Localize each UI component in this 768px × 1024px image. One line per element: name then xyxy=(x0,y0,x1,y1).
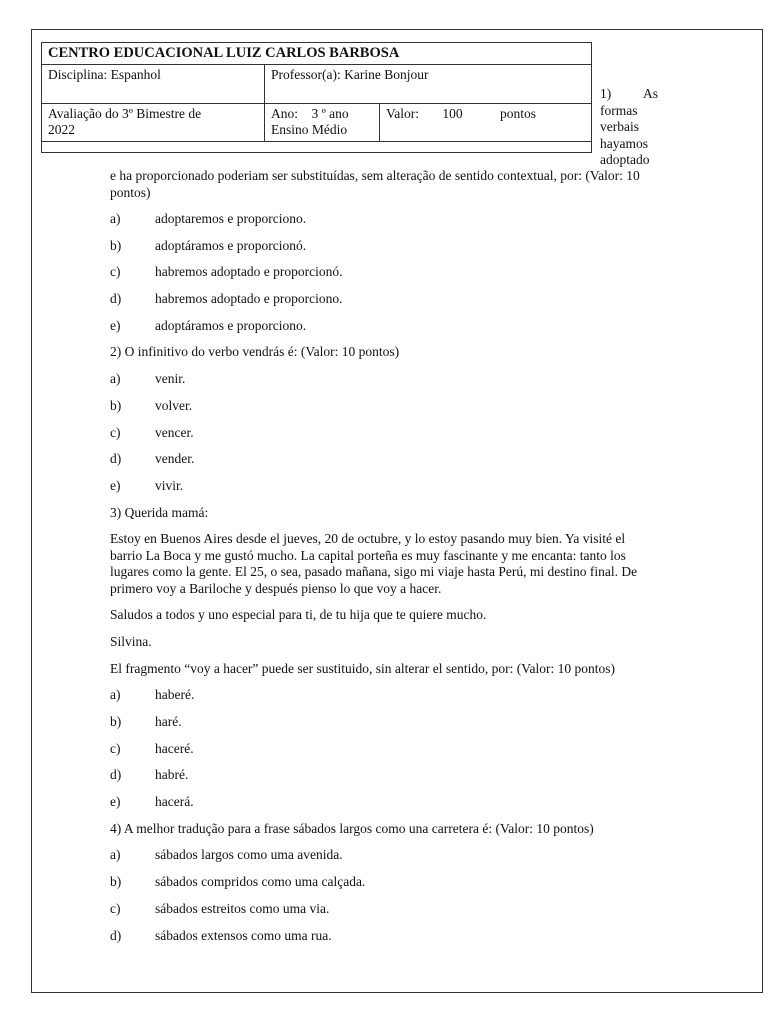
question-3-greeting: 3) Querida mamá: xyxy=(110,504,209,520)
answer-option xyxy=(110,264,660,280)
option-letter: c) xyxy=(110,740,121,756)
answer-option xyxy=(110,318,660,334)
answer-option xyxy=(110,371,660,387)
option-letter: b) xyxy=(110,397,122,413)
option-letter: d) xyxy=(110,291,122,307)
answer-option xyxy=(110,874,660,890)
value-unit: pontos xyxy=(500,106,537,121)
option-letter: d) xyxy=(110,451,122,467)
option-letter: d) xyxy=(110,927,122,943)
answer-option xyxy=(110,714,660,730)
question-1-intro-line: verbais xyxy=(600,119,639,134)
year-cell xyxy=(265,104,380,142)
option-text: haceré. xyxy=(155,740,194,756)
option-letter: c) xyxy=(110,424,121,440)
question-1-text: e ha proporcionado poderiam ser substituídas, sem alteração de sentido contextual, por: (Valor: 10 pontos) xyxy=(110,168,640,200)
option-text: vivir. xyxy=(155,477,184,493)
teacher-cell xyxy=(265,65,592,104)
option-letter: a) xyxy=(110,371,121,387)
evaluation-line1: Avaliação do 3º Bimestre de xyxy=(48,106,202,121)
question-2-text: 2) O infinitivo do verbo vendrás é: (Valor: 10 pontos) xyxy=(110,344,400,360)
evaluation-cell xyxy=(42,104,265,142)
option-text: adoptáramos e proporcionó. xyxy=(155,237,307,253)
answer-option xyxy=(110,291,660,307)
exam-content xyxy=(110,168,660,954)
option-text: sábados estreitos como uma via. xyxy=(155,900,330,916)
evaluation-line2: 2022 xyxy=(48,122,75,137)
answer-option xyxy=(110,741,660,757)
option-text: sábados extensos como uma rua. xyxy=(155,927,332,943)
option-text: haberé. xyxy=(155,687,195,703)
option-text: sábados largos como uma avenida. xyxy=(155,847,343,863)
question-3-closing: Saludos a todos y uno especial para ti, de tu hija que te quiere mucho. xyxy=(110,607,487,623)
answer-option xyxy=(110,451,660,467)
answer-option xyxy=(110,847,660,863)
answer-option xyxy=(110,478,660,494)
year-line1: Ano: 3 º ano xyxy=(271,106,349,121)
school-name: CENTRO EDUCACIONAL LUIZ CARLOS BARBOSA xyxy=(48,45,400,61)
option-text: volver. xyxy=(155,397,193,413)
option-text: adoptáramos e proporciono. xyxy=(155,317,307,333)
answer-option xyxy=(110,687,660,703)
value-label: Valor: xyxy=(386,106,419,121)
option-letter: b) xyxy=(110,874,122,890)
value-number: 100 xyxy=(442,106,463,121)
teacher-label: Professor(a): Karine Bonjour xyxy=(271,67,429,82)
option-letter: d) xyxy=(110,767,122,783)
option-text: adoptaremos e proporciono. xyxy=(155,211,307,226)
option-text: vender. xyxy=(155,451,195,467)
option-letter: e) xyxy=(110,317,121,333)
option-letter: c) xyxy=(110,264,121,280)
option-text: habremos adoptado e proporciono. xyxy=(155,291,343,307)
option-letter: b) xyxy=(110,714,122,729)
discipline-label: Disciplina: Espanhol xyxy=(48,67,161,82)
answer-option xyxy=(110,211,660,227)
answer-option xyxy=(110,238,660,254)
question-1-intro-line: formas xyxy=(600,102,638,118)
discipline-cell xyxy=(42,65,265,104)
question-1-number: 1) xyxy=(600,86,612,101)
option-letter: e) xyxy=(110,477,121,493)
option-text: sábados compridos como uma calçada. xyxy=(155,874,366,890)
option-letter: e) xyxy=(110,794,121,810)
school-name-cell xyxy=(42,43,592,65)
option-text: venir. xyxy=(155,371,186,387)
answer-option xyxy=(110,425,660,441)
option-letter: a) xyxy=(110,847,121,863)
answer-option xyxy=(110,794,660,810)
option-letter: c) xyxy=(110,900,121,916)
question-4-text: 4) A melhor tradução para a frase sábados largos como una carretera é: (Valor: 10 pontos) xyxy=(110,820,594,836)
answer-option xyxy=(110,928,660,944)
value-cell xyxy=(380,104,592,142)
option-text: habré. xyxy=(155,767,189,783)
question-1-intro-line: adoptado xyxy=(600,152,650,167)
option-text: hacerá. xyxy=(155,794,194,810)
option-letter: a) xyxy=(110,687,121,703)
header-table xyxy=(41,42,592,153)
answer-option xyxy=(110,901,660,917)
year-line2: Ensino Médio xyxy=(271,122,348,137)
option-text: haré. xyxy=(155,714,182,729)
option-letter: b) xyxy=(110,237,122,253)
option-letter: a) xyxy=(110,211,121,226)
question-3-letter-body: Estoy en Buenos Aires desde el jueves, 20 de octubre, y lo estoy pasando muy bien. Ya visité el barrio La Boca y me gustó mucho. La capital porteña es muy fascinante y me encanta: tanto los lugares como la gente. El 25, o sea, pasado mañana, sigo mi viaje hasta Perú, mi destino final. De primero voy a Bariloche y después pienso lo que voy a hacer. xyxy=(110,531,638,596)
question-1-intro xyxy=(600,86,658,169)
question-3-text: El fragmento “voy a hacer” puede ser sustituido, sin alterar el sentido, por: (Valor: 10 pontos) xyxy=(110,660,615,676)
answer-option xyxy=(110,398,660,414)
answer-option xyxy=(110,767,660,783)
question-1-first-word: As xyxy=(642,86,658,101)
question-1-intro-line: hayamos xyxy=(600,135,648,151)
option-text: habremos adoptado e proporcionó. xyxy=(155,264,343,280)
option-text: vencer. xyxy=(155,424,194,440)
empty-row xyxy=(42,142,592,153)
question-3-signature: Silvina. xyxy=(110,633,152,649)
